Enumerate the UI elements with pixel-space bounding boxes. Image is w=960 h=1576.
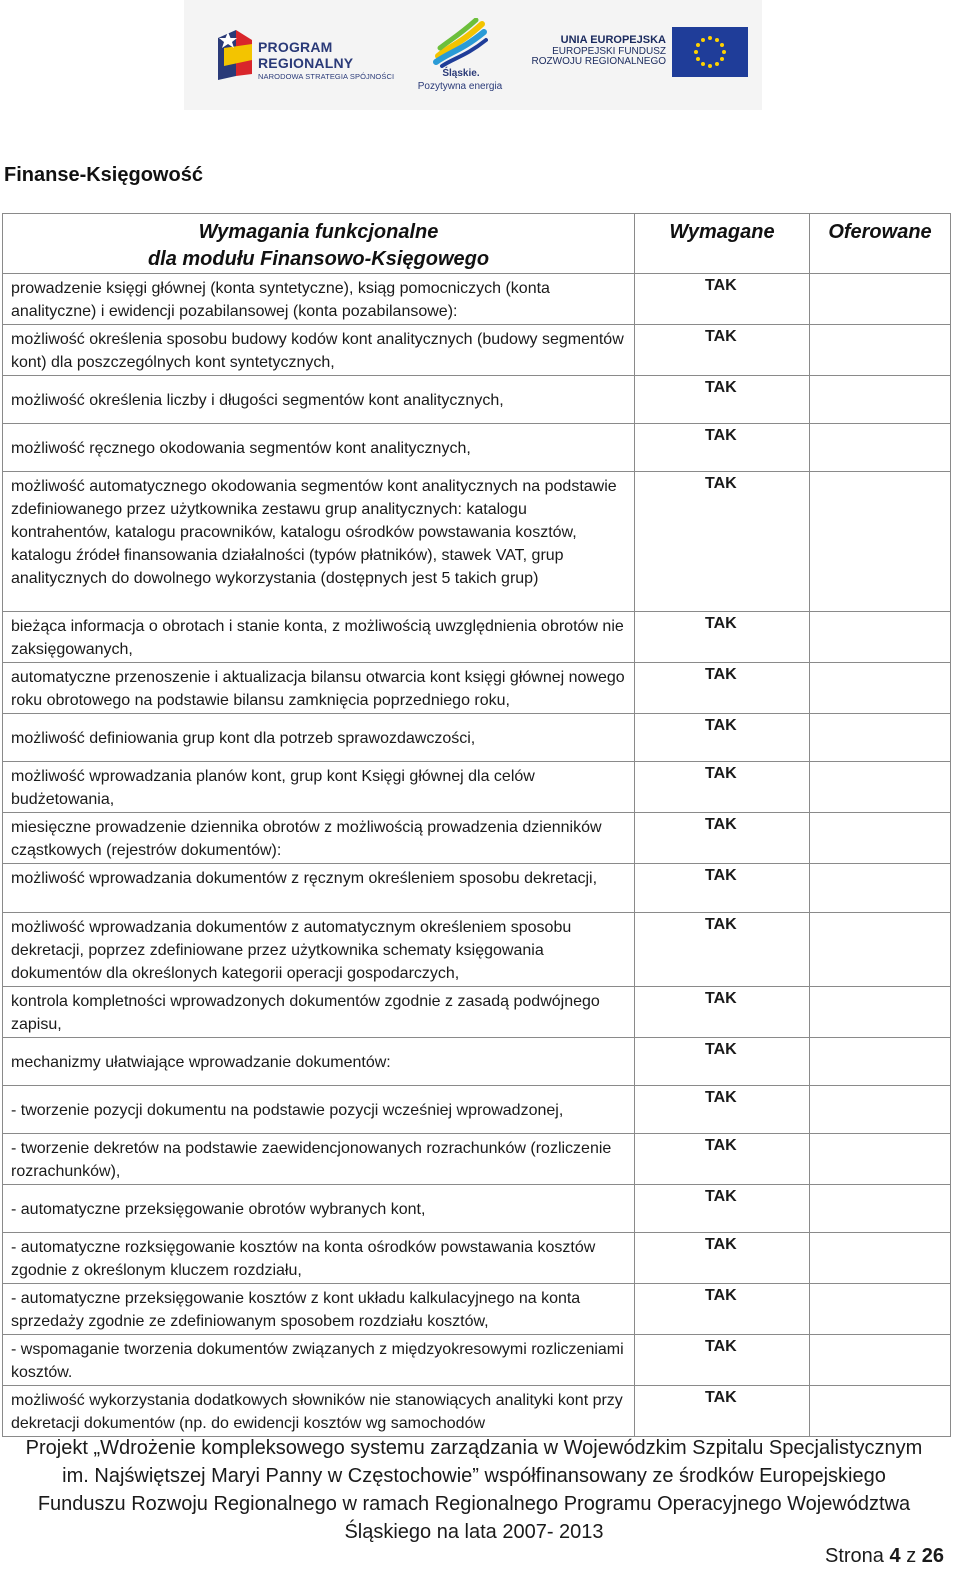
required-value: TAK bbox=[635, 1284, 810, 1335]
footer-line4: Śląskiego na lata 2007- 2013 bbox=[344, 1521, 604, 1543]
requirement-text: - automatyczne rozksięgowanie kosztów na konta ośrodków powstawania kosztów zgodnie z określonym kluczem rozdziału, bbox=[3, 1233, 635, 1284]
table-row bbox=[3, 1386, 951, 1437]
table-row bbox=[3, 274, 951, 325]
table-row bbox=[3, 714, 951, 762]
required-value: TAK bbox=[635, 1038, 810, 1086]
program-logo-line3: NARODOWA STRATEGIA SPÓJNOŚCI bbox=[258, 72, 395, 81]
eu-flag-icon bbox=[672, 27, 748, 77]
eu-line2: EUROPEJSKI FUNDUSZ bbox=[552, 45, 666, 57]
table-row bbox=[3, 1038, 951, 1086]
required-value: TAK bbox=[635, 1134, 810, 1185]
table-row bbox=[3, 1284, 951, 1335]
required-value: TAK bbox=[635, 1086, 810, 1134]
requirement-text: możliwość automatycznego okodowania segmentów kont analitycznych na podstawie zdefiniowanego przez użytkownika zestawu grup analitycznych: katalogu kontrahentów, katalogu pracowników, katalogu ośrodków powstawania kosztów, katalogu źródeł finansowania działalności (typów płatników), stawek VAT, grup analitycznych do dowolnego wykorzystania (dostępnych jest 5 takich grup) bbox=[3, 472, 635, 612]
table-row bbox=[3, 864, 951, 913]
project-footer bbox=[0, 1434, 948, 1546]
requirements-table bbox=[2, 213, 951, 1437]
table-row bbox=[3, 813, 951, 864]
requirement-text: bieżąca informacja o obrotach i stanie konta, z możliwością uwzględnienia obrotów nie zaksięgowanych, bbox=[3, 612, 635, 663]
page-prefix: Strona bbox=[825, 1545, 884, 1567]
table-row bbox=[3, 987, 951, 1038]
table-row bbox=[3, 612, 951, 663]
table-row bbox=[3, 472, 951, 612]
offered-value[interactable] bbox=[810, 1233, 951, 1284]
required-value: TAK bbox=[635, 1233, 810, 1284]
requirement-text: automatyczne przenoszenie i aktualizacja bilansu otwarcia kont księgi głównej nowego roku obrotowego na podstawie bilansu zamknięcia poprzedniego roku, bbox=[3, 663, 635, 714]
program-regionalny-logo-icon bbox=[214, 26, 256, 82]
page-separator: z bbox=[906, 1545, 917, 1567]
requirement-text: możliwość określenia sposobu budowy kodów kont analitycznych (budowy segmentów kont) dla poszczególnych kont syntetycznych, bbox=[3, 325, 635, 376]
offered-value[interactable] bbox=[810, 1134, 951, 1185]
required-value: TAK bbox=[635, 424, 810, 472]
header-required: Wymagane bbox=[635, 214, 810, 274]
offered-value[interactable] bbox=[810, 913, 951, 987]
offered-value[interactable] bbox=[810, 1335, 951, 1386]
header-requirements bbox=[3, 214, 635, 274]
table-row bbox=[3, 663, 951, 714]
offered-value[interactable] bbox=[810, 864, 951, 913]
table-row bbox=[3, 1233, 951, 1284]
header-requirements-line2: dla modułu Finansowo-Księgowego bbox=[147, 248, 490, 270]
table-row bbox=[3, 1134, 951, 1185]
eu-line1: UNIA EUROPEJSKA bbox=[560, 34, 666, 46]
offered-value[interactable] bbox=[810, 1185, 951, 1233]
requirement-text: - automatyczne przeksięgowanie kosztów z kont układu kalkulacyjnego na konta sprzedaży zgodnie ze zdefiniowanym sposobem rozdziału kosztów, bbox=[3, 1284, 635, 1335]
required-value: TAK bbox=[635, 325, 810, 376]
program-logo-line1: PROGRAM bbox=[258, 39, 333, 55]
table-row bbox=[3, 762, 951, 813]
slaskie-tagline: Pozytywna energia bbox=[417, 81, 503, 92]
requirement-text: możliwość wprowadzania planów kont, grup kont Księgi głównej dla celów budżetowania, bbox=[3, 762, 635, 813]
offered-value[interactable] bbox=[810, 424, 951, 472]
requirement-text: możliwość wykorzystania dodatkowych słowników nie stanowiących analityki kont przy dekretacji dokumentów (np. do ewidencji kosztów wg samochodów bbox=[3, 1386, 635, 1437]
section-title: Finanse-Księgowość bbox=[4, 164, 203, 186]
eu-line3: ROZWOJU REGIONALNEGO bbox=[531, 56, 666, 68]
offered-value[interactable] bbox=[810, 813, 951, 864]
offered-value[interactable] bbox=[810, 1038, 951, 1086]
page-number bbox=[825, 1545, 944, 1568]
footer-line3: Funduszu Rozwoju Regionalnego w ramach Regionalnego Programu Operacyjnego Województwa bbox=[37, 1493, 911, 1515]
required-value: TAK bbox=[635, 762, 810, 813]
requirement-text: - tworzenie pozycji dokumentu na podstawie pozycji wcześniej wprowadzonej, bbox=[3, 1086, 635, 1134]
required-value: TAK bbox=[635, 1335, 810, 1386]
eu-text bbox=[526, 35, 666, 68]
requirement-text: możliwość wprowadzania dokumentów z ręcznym określeniem sposobu dekretacji, bbox=[3, 864, 635, 913]
required-value: TAK bbox=[635, 714, 810, 762]
slaskie-logo-icon bbox=[432, 18, 488, 68]
required-value: TAK bbox=[635, 1185, 810, 1233]
table-row bbox=[3, 1185, 951, 1233]
table-row bbox=[3, 913, 951, 987]
requirement-text: możliwość ręcznego okodowania segmentów kont analitycznych, bbox=[3, 424, 635, 472]
offered-value[interactable] bbox=[810, 663, 951, 714]
page-current: 4 bbox=[889, 1545, 901, 1567]
requirement-text: możliwość określenia liczby i długości segmentów kont analitycznych, bbox=[3, 376, 635, 424]
footer-line2: im. Najświętszej Maryi Panny w Częstochowie” współfinansowany ze środków Europejskiego bbox=[62, 1465, 886, 1487]
page-total: 26 bbox=[921, 1545, 944, 1567]
slaskie-name: Śląskie. bbox=[442, 68, 480, 79]
requirement-text: - automatyczne przeksięgowanie obrotów wybranych kont, bbox=[3, 1185, 635, 1233]
program-logo-line2: REGIONALNY bbox=[258, 55, 354, 71]
offered-value[interactable] bbox=[810, 472, 951, 612]
table-row bbox=[3, 1335, 951, 1386]
required-value: TAK bbox=[635, 274, 810, 325]
table-row bbox=[3, 424, 951, 472]
required-value: TAK bbox=[635, 472, 810, 612]
requirement-text: prowadzenie księgi głównej (konta syntetyczne), ksiąg pomocniczych (konta analityczne) i ewidencji pozabilansowej (konta pozabilansowe): bbox=[3, 274, 635, 325]
offered-value[interactable] bbox=[810, 1386, 951, 1437]
requirement-text: możliwość definiowania grup kont dla potrzeb sprawozdawczości, bbox=[3, 714, 635, 762]
required-value: TAK bbox=[635, 612, 810, 663]
required-value: TAK bbox=[635, 813, 810, 864]
requirement-text: - wspomaganie tworzenia dokumentów związanych z międzyokresowymi rozliczeniami kosztów. bbox=[3, 1335, 635, 1386]
table-row bbox=[3, 1086, 951, 1134]
required-value: TAK bbox=[635, 913, 810, 987]
requirement-text: kontrola kompletności wprowadzonych dokumentów zgodnie z zasadą podwójnego zapisu, bbox=[3, 987, 635, 1038]
program-regionalny-text bbox=[258, 40, 394, 81]
required-value: TAK bbox=[635, 663, 810, 714]
requirement-text: miesięczne prowadzenie dziennika obrotów z możliwością prowadzenia dzienników cząstkowych (rejestrów dokumentów): bbox=[3, 813, 635, 864]
requirement-text: - tworzenie dekretów na podstawie zaewidencjonowanych rozrachunków (rozliczenie rozrachunków), bbox=[3, 1134, 635, 1185]
offered-value[interactable] bbox=[810, 274, 951, 325]
table-row bbox=[3, 325, 951, 376]
required-value: TAK bbox=[635, 376, 810, 424]
offered-value[interactable] bbox=[810, 325, 951, 376]
offered-value[interactable] bbox=[810, 987, 951, 1038]
offered-value[interactable] bbox=[810, 714, 951, 762]
header-offered: Oferowane bbox=[810, 214, 951, 274]
required-value: TAK bbox=[635, 864, 810, 913]
offered-value[interactable] bbox=[810, 1284, 951, 1335]
table-header-row bbox=[3, 214, 951, 274]
offered-value[interactable] bbox=[810, 762, 951, 813]
required-value: TAK bbox=[635, 1386, 810, 1437]
footer-line1: Projekt „Wdrożenie kompleksowego systemu zarządzania w Wojewódzkim Szpitalu Specjalistycznym bbox=[25, 1437, 923, 1459]
requirement-text: mechanizmy ułatwiające wprowadzanie dokumentów: bbox=[3, 1038, 635, 1086]
offered-value[interactable] bbox=[810, 376, 951, 424]
requirement-text: możliwość wprowadzania dokumentów z automatycznym określeniem sposobu dekretacji, poprzez zdefiniowane przez użytkownika schematy księgowania dokumentów dla określonych kategorii operacji gospodarczych, bbox=[3, 913, 635, 987]
offered-value[interactable] bbox=[810, 1086, 951, 1134]
required-value: TAK bbox=[635, 987, 810, 1038]
header-requirements-line1: Wymagania funkcjonalne bbox=[198, 221, 439, 243]
table-row bbox=[3, 376, 951, 424]
offered-value[interactable] bbox=[810, 612, 951, 663]
